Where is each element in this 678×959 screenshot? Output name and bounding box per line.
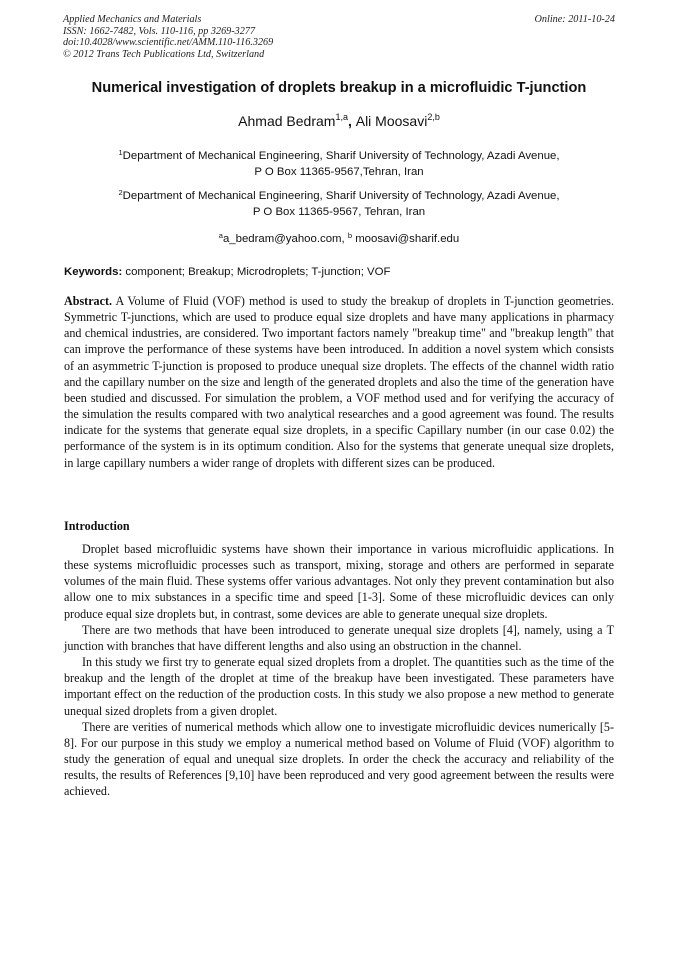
introduction-paragraph: There are verities of numerical methods which allow one to investigate microfluidic devices numerically [5-8]. For our purpose in this study we employ a numerical method based on Volume of Fluid (VOF) algorithm to study the generation of equal and unequal size droplets. In order the check the accuracy and reliability of the results, the results of References [9,10] have been reproduced and very good agreement between the results were achieved.	[64, 719, 614, 799]
author-emails	[40, 231, 638, 245]
email-address: moosavi@sharif.edu	[352, 233, 460, 245]
affiliation-marker: 1	[118, 148, 123, 157]
email-marker: a	[218, 231, 223, 240]
issn-line: ISSN: 1662-7482, Vols. 110-116, pp 3269-3277	[63, 25, 256, 37]
section-heading-introduction: Introduction	[64, 519, 130, 533]
affiliation-2	[60, 185, 618, 220]
author-list	[40, 112, 638, 129]
journal-header	[63, 14, 615, 60]
keywords-label: Keywords:	[64, 266, 123, 278]
keywords-text: component; Breakup; Microdroplets; T-junction; VOF	[122, 266, 391, 278]
author-superscript: 2,b	[427, 112, 440, 122]
paper-title: Numerical investigation of droplets breakup in a microfluidic T-junction	[91, 80, 587, 96]
affiliation-line: Department of Mechanical Engineering, Sharif University of Technology, Azadi Avenue,	[122, 190, 560, 202]
introduction-body	[64, 541, 614, 800]
affiliation-marker: 2	[118, 188, 123, 197]
affiliation-line: P O Box 11365-9567,Tehran, Iran	[254, 165, 424, 178]
affiliation-line: P O Box 11365-9567, Tehran, Iran	[252, 205, 426, 218]
introduction-paragraph: Droplet based microfluidic systems have shown their importance in various microfluidic applications. In these systems microfluidic processes such as transport, mixing, storage and others are performed in separate volumes of the main fluid. These systems offer various advantages. Not only they prevent contamination but also allow one to mix substances in a specific time and speed [1-3]. Some of these microfluidic devices can only produce equal size droplets but, in contrast, some devices are able to generate unequal size droplets.	[64, 542, 614, 621]
email-address: a_bedram@yahoo.com,	[222, 233, 348, 245]
author-superscript: 1,a	[335, 112, 348, 122]
abstract-label: Abstract.	[64, 294, 113, 308]
abstract-paragraph	[64, 293, 614, 471]
author-separator: ,	[347, 113, 356, 129]
affiliation-line: Department of Mechanical Engineering, Sharif University of Technology, Azadi Avenue,	[122, 150, 560, 162]
author-name: Ahmad Bedram	[238, 113, 336, 129]
copyright-line: © 2012 Trans Tech Publications Ltd, Switzerland	[63, 48, 265, 60]
affiliation-1	[60, 145, 618, 180]
email-marker: b	[347, 231, 353, 240]
online-date: Online: 2011-10-24	[534, 14, 615, 25]
abstract-text: A Volume of Fluid (VOF) method is used to study the breakup of droplets in T-junction geometries. Symmetric T-junctions, which are used to produce equal size droplets and have many applications in pharmacy and chemical industries, are considered. Two important factors namely "breakup time" and "breakup length" that can improve the performance of these systems have been introduced. In addition a novel system which consists of an asymmetric T-junction is proposed to produce unequal size droplets. The effects of the channel width ratio and the capillary number on the size and length of the generated droplets and also the time of the generation have been studied and discussed. For simulation the problem, a VOF method used and for verifying the accuracy of the simulation the results compared with two analytical researches and a good agreement was found. The results indicate for the systems that generate equal size droplets, in a specific Capillary number (in our case 0.02) the performance of the system is in its optimum condition. Also for the systems that generate unequal size droplets, in large capillary numbers a wider range of droplets with different sizes can be produced.	[64, 294, 614, 470]
keywords-line	[64, 266, 616, 278]
doi-line: doi:10.4028/www.scientific.net/AMM.110-116.3269	[63, 37, 274, 49]
journal-name: Applied Mechanics and Materials	[63, 14, 202, 25]
introduction-paragraph: In this study we first try to generate equal sized droplets from a droplet. The quantities such as the time of the breakup and the length of the droplet at time of the breakup have been investigated. These parameters have important effect on the reduction of the production costs. In this study we also propose a new method to generate unequal sized droplets from a given droplet.	[64, 655, 614, 718]
author-name: Ali Moosavi	[355, 113, 428, 129]
introduction-paragraph: There are two methods that have been introduced to generate unequal size droplets [4], namely, using a T junction with branches that have different lengths and also using an obstruction in the channel.	[64, 622, 614, 653]
